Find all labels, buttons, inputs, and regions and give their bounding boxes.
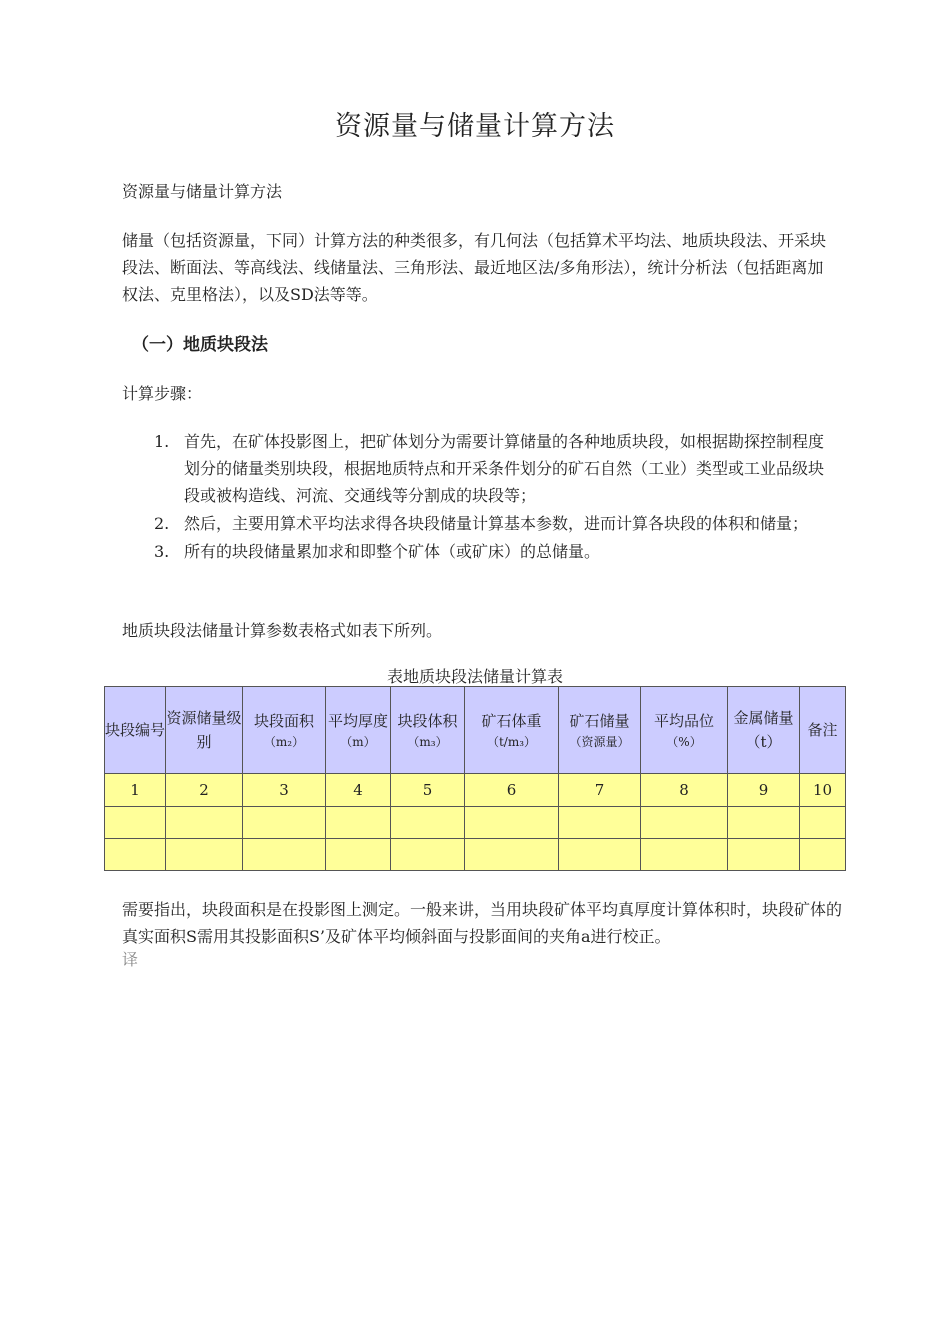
table-cell: 7 — [559, 774, 641, 807]
table-cell: 1 — [105, 774, 166, 807]
table-cell: 5 — [391, 774, 465, 807]
note-paragraph: 需要指出，块段面积是在投影图上测定。一般来讲，当用块段矿体平均真厚度计算体积时，块段矿体的真实面积S需用其投影面积S’及矿体平均倾斜面与投影面间的夹角a进行校正。 — [122, 900, 843, 946]
table-caption: 表地质块段法储量计算表 — [386, 667, 563, 686]
header-cell: 块段面积 （m₂） — [243, 687, 326, 774]
table-cell — [105, 807, 166, 839]
page-title: 资源量与储量计算方法 — [335, 111, 615, 142]
table-cell — [559, 839, 641, 871]
step-text: 然后，主要用算术平均法求得各块段储量计算基本参数，进而计算各块段的体积和储量； — [184, 514, 809, 533]
table-cell — [166, 839, 243, 871]
steps-label: 计算步骤： — [122, 384, 203, 403]
table-cell — [465, 807, 559, 839]
table-intro-paragraph: 地质块段法储量计算参数表格式如表下所列。 — [122, 621, 443, 640]
table-cell — [465, 839, 559, 871]
table-cell — [105, 839, 166, 871]
table-cell — [641, 807, 728, 839]
step-text: 所有的块段储量累加求和即整个矿体（或矿床）的总储量。 — [184, 542, 601, 561]
table-cell — [243, 839, 326, 871]
header-cell: 块段编号 — [105, 687, 166, 774]
table-header-row — [105, 687, 846, 774]
section-heading: （一）地质块段法 — [132, 335, 268, 355]
table-cell — [800, 839, 846, 871]
subtitle-paragraph: 资源量与储量计算方法 — [122, 182, 283, 201]
table-row — [105, 807, 846, 839]
table-cell: 9 — [728, 774, 800, 807]
header-cell: 平均厚度 （m） — [326, 687, 391, 774]
table-cell — [559, 807, 641, 839]
header-cell: 资源储量级别 — [166, 687, 243, 774]
header-cell: 块段体积 （m₃） — [391, 687, 465, 774]
table-cell — [326, 807, 391, 839]
step-item — [122, 538, 838, 565]
table-cell — [728, 839, 800, 871]
step-text: 首先，在矿体投影图上，把矿体划分为需要计算储量的各种地质块段，如根据勘探控制程度划分的储量类别块段，根据地质特点和开采条件划分的矿石自然（工业）类型或工业品级块段或被构造线、河流、交通线等分割成的块段等； — [184, 432, 825, 505]
table-cell: 4 — [326, 774, 391, 807]
step-number: 3. — [154, 542, 170, 561]
trailing-text: 译 — [122, 950, 139, 969]
header-cell: 金属储量（t） — [728, 687, 800, 774]
table-index-row — [105, 774, 846, 807]
table-cell — [641, 839, 728, 871]
table-cell: 6 — [465, 774, 559, 807]
step-number: 2. — [154, 514, 170, 533]
header-cell: 备注 — [800, 687, 846, 774]
table-cell — [391, 807, 465, 839]
table-cell — [326, 839, 391, 871]
table-cell: 2 — [166, 774, 243, 807]
table-cell: 10 — [800, 774, 846, 807]
steps-list — [122, 428, 838, 566]
table-cell — [391, 839, 465, 871]
table-cell — [800, 807, 846, 839]
step-item — [122, 428, 838, 509]
step-number: 1. — [154, 432, 170, 451]
table-cell — [166, 807, 243, 839]
table-cell: 8 — [641, 774, 728, 807]
header-cell: 平均品位 （%） — [641, 687, 728, 774]
intro-paragraph: 储量（包括资源量，下同）计算方法的种类很多，有几何法（包括算术平均法、地质块段法、开采块段法、断面法、等高线法、线储量法、三角形法、最近地区法/多角形法），统计分析法（包括距离加权法、克里格法），以及SD法等等。 — [122, 231, 827, 304]
step-item — [122, 510, 838, 537]
header-cell: 矿石储量 （资源量） — [559, 687, 641, 774]
header-cell: 矿石体重 （t/m₃） — [465, 687, 559, 774]
table-cell: 3 — [243, 774, 326, 807]
table-cell — [243, 807, 326, 839]
reserve-calculation-table — [104, 686, 846, 871]
table-cell — [728, 807, 800, 839]
table-row — [105, 839, 846, 871]
